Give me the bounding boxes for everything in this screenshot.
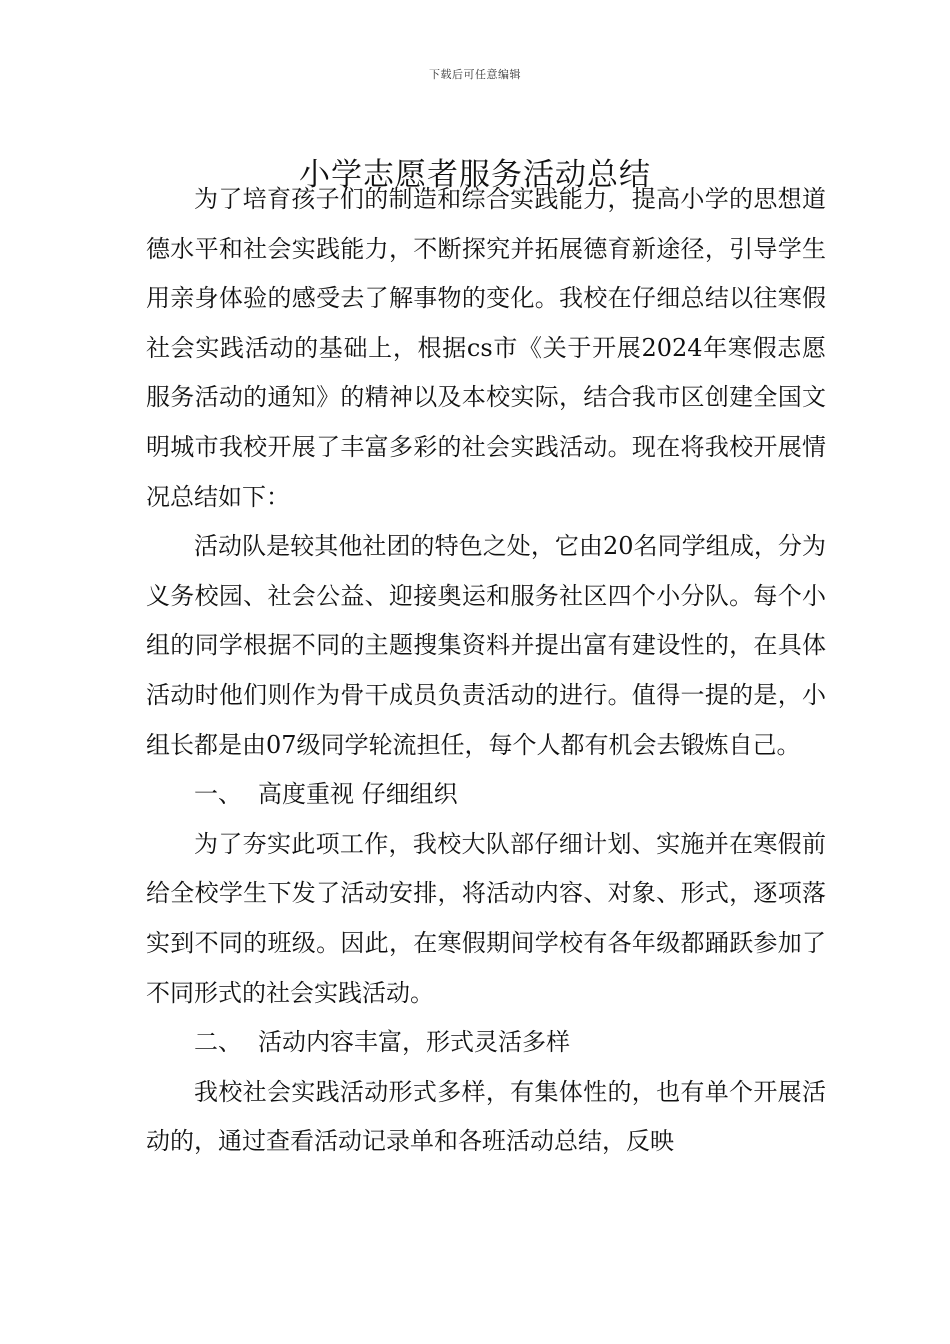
section-number: 一、 <box>194 780 242 809</box>
section-heading-2 <box>146 1018 826 1068</box>
header-note: 下载后可任意编辑 <box>429 68 521 81</box>
paragraph-forms: 我校社会实践活动形式多样，有集体性的，也有单个开展活动的，通过查看活动记录单和各班活动总结，反映 <box>146 1077 826 1156</box>
section-title: 活动内容丰富，形式灵活多样 <box>258 1028 570 1057</box>
section-number: 二、 <box>194 1028 242 1057</box>
section-title: 高度重视 仔细组织 <box>258 780 458 809</box>
paragraph-organization: 为了夯实此项工作，我校大队部仔细计划、实施并在寒假前给全校学生下发了活动安排，将活动内容、对象、形式，逐项落实到不同的班级。因此，在寒假期间学校有各年级都踊跃参加了不同形式的社会实践活动。 <box>146 829 826 1007</box>
section-heading-1 <box>146 770 826 820</box>
document-body <box>146 175 826 1167</box>
document-title: 小学志愿者服务活动总结 <box>299 156 651 193</box>
paragraph-team: 活动队是较其他社团的特色之处，它由20名同学组成，分为义务校园、社会公益、迎接奥运和服务社区四个小分队。每个小组的同学根据不同的主题搜集资料并提出富有建设性的，在具体活动时他们则作为骨干成员负责活动的进行。值得一提的是，小组长都是由07级同学轮流担任，每个人都有机会去锻炼自己。 <box>146 532 826 759</box>
paragraph-intro: 为了培育孩子们的制造和综合实践能力，提高小学的思想道德水平和社会实践能力，不断探究并拓展德育新途径，引导学生用亲身体验的感受去了解事物的变化。我校在仔细总结以往寒假社会实践活动的基础上，根据cs市《关于开展2024年寒假志愿服务活动的通知》的精神以及本校实际，结合我市区创建全国文明城市我校开展了丰富多彩的社会实践活动。现在将我校开展情况总结如下： <box>146 185 826 511</box>
